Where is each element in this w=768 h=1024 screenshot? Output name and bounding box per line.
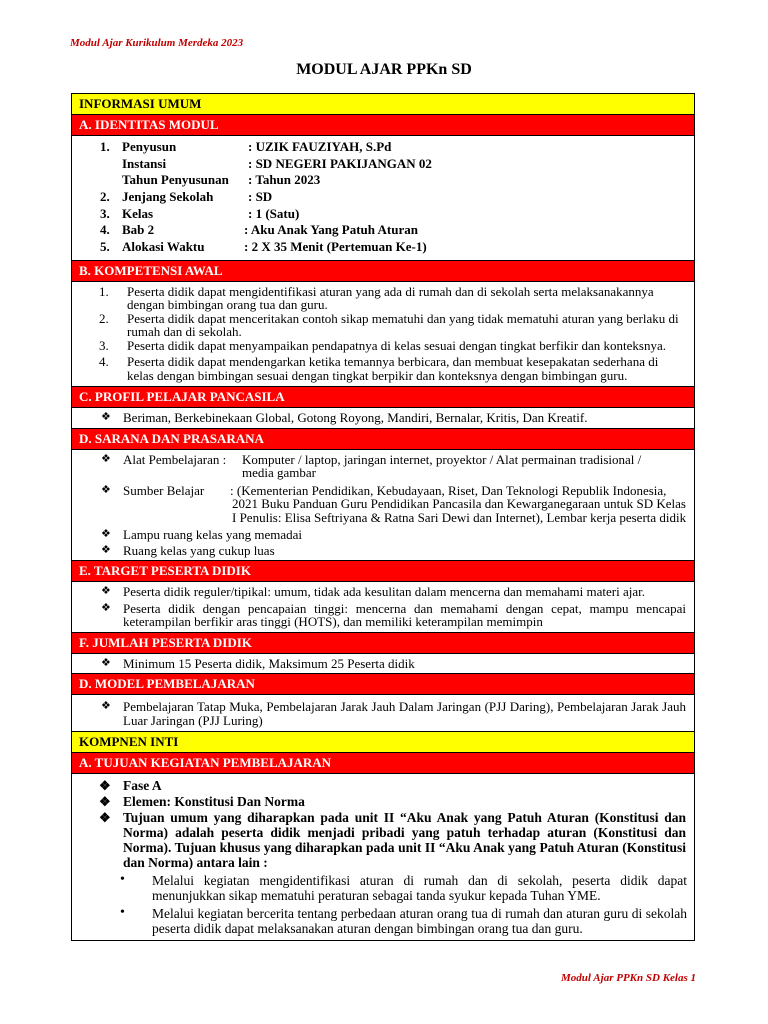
identitas-content [72, 136, 694, 261]
list-item: ❖ Fase A [99, 778, 162, 794]
list-item: 1. Peserta didik dapat mengidentifikasi aturan yang ada di rumah dan di sekolah serta melaksanakannya dengan bimbingan orang tua dan guru. [99, 283, 654, 313]
module-table [71, 93, 695, 941]
list-item: ❖ Tujuan umum yang diharapkan pada unit II “Aku Anak yang Patuh Aturan (Konstitusi dan Norma) adalah peserta didik menjadi pribadi yang patuh terhadap aturan (Konstitusi dan Norma). Tujuan khusus yang diharapkan pada unit II “Aku Anak yang Patuh Aturan (Konstitusi dan Norma) antara lain : [99, 810, 686, 871]
list-item: ❖ Beriman, Berkebinekaan Global, Gotong Royong, Mandiri, Bernalar, Kritis, Dan Kreatif. [101, 410, 588, 426]
list-item: ❖ Sumber Belajar : (Kementerian Pendidikan, Kebudayaan, Riset, Dan Teknologi Republik Indonesia, 2021 Buku Panduan Guru Pendidikan Pancasila dan Kewarganegaraan untuk SD Kelas I Penulis: Elisa Seftriyana & Ratna Sari Dewi dan Internet), Lembar kerja peserta didik [101, 482, 687, 525]
list-item: ❖ Elemen: Konstitusi Dan Norma [99, 794, 305, 810]
section-sarana-prasarana: D. SARANA DAN PRASARANA [72, 429, 694, 450]
identitas-row: 2. Jenjang Sekolah : SD [100, 189, 273, 205]
section-informasi-umum: INFORMASI UMUM [72, 94, 694, 115]
document-title: MODUL AJAR PPKn SD [296, 61, 472, 78]
jumlah-content [72, 654, 694, 675]
section-target-peserta: E. TARGET PESERTA DIDIK [72, 561, 694, 582]
section-model-pembelajaran: D. MODEL PEMBELAJARAN [72, 674, 694, 695]
target-content [72, 582, 694, 633]
profil-content [72, 408, 694, 429]
list-item: ❖ Minimum 15 Peserta didik, Maksimum 25 Peserta didik [101, 655, 415, 671]
section-identitas-modul: A. IDENTITAS MODUL [72, 115, 694, 136]
running-footer: Modul Ajar PPKn SD Kelas 1 [561, 972, 696, 984]
diamond-bullet-icon: ❖ [101, 452, 111, 465]
list-item: ❖ Alat Pembelajaran : Komputer / laptop, jaringan internet, proyektor / Alat permainan tradisional / media gambar [101, 451, 642, 481]
section-jumlah-peserta: F. JUMLAH PESERTA DIDIK [72, 633, 694, 654]
diamond-bullet-icon: ❖ [101, 700, 111, 713]
section-tujuan-kegiatan: A. TUJUAN KEGIATAN PEMBELAJARAN [72, 753, 694, 774]
section-profil-pelajar: C. PROFIL PELAJAR PANCASILA [72, 387, 694, 408]
model-content [72, 695, 694, 732]
list-item: ❖ Peserta didik dengan pencapaian tinggi: mencerna dan memahami dengan cepat, mampu mencapai keterampilan berfikir aras tinggi (HOTS), dan memiliki keterampilan memimpin [101, 600, 686, 630]
list-item: 3. Peserta didik dapat menyampaikan pendapatnya di kelas sesuai dengan tingkat berfikir dan konteksnya. [99, 337, 666, 353]
sarana-content [72, 450, 694, 562]
diamond-bullet-icon: ❖ [101, 601, 111, 614]
list-item: ❖ Pembelajaran Tatap Muka, Pembelajaran Jarak Jauh Dalam Jaringan (PJJ Daring), Pembelajaran Jarak Jauh Luar Jaringan (PJJ Luring) [101, 699, 686, 728]
diamond-bullet-icon: ❖ [99, 794, 111, 810]
running-header: Modul Ajar Kurikulum Merdeka 2023 [70, 37, 244, 49]
list-item: • Melalui kegiatan mengidentifikasi aturan di rumah dan di sekolah, peserta didik dapat menunjukkan sikap mematuhi peraturan sebagai tanda syukur kepada Tuhan YME. [120, 872, 687, 904]
section-komponen-inti: KOMPNEN INTI [72, 732, 694, 753]
identitas-row: Instansi : SD NEGERI PAKIJANGAN 02 [122, 155, 432, 171]
diamond-bullet-icon: ❖ [101, 528, 111, 541]
diamond-bullet-icon: ❖ [101, 656, 111, 669]
bullet-icon: • [120, 872, 125, 888]
diamond-bullet-icon: ❖ [99, 810, 111, 826]
diamond-bullet-icon: ❖ [101, 483, 111, 496]
list-item: ❖ Peserta didik reguler/tipikal: umum, tidak ada kesulitan dalam mencerna dan memahami materi ajar. [101, 584, 645, 600]
list-item: • Melalui kegiatan bercerita tentang perbedaan aturan orang tua di rumah dan aturan guru di sekolah peserta didik dapat melaksanakan aturan dengan bimbingan orang tua dan guru. [120, 905, 687, 937]
identitas-row: Tahun Penyusunan : Tahun 2023 [122, 172, 321, 188]
bullet-icon: • [120, 905, 125, 921]
diamond-bullet-icon: ❖ [101, 543, 111, 556]
list-item: 4. Peserta didik dapat mendengarkan ketika temannya berbicara, dan membuat kesepakatan sederhana di kelas dengan bimbingan sesuai dengan tingkat berpikir dan konteksnya dengan bimbingan guru. [99, 354, 659, 383]
diamond-bullet-icon: ❖ [99, 778, 111, 794]
list-item: ❖ Ruang kelas yang cukup luas [101, 542, 275, 558]
diamond-bullet-icon: ❖ [101, 411, 111, 424]
tujuan-content [72, 774, 694, 940]
list-item: ❖ Lampu ruang kelas yang memadai [101, 527, 303, 543]
identitas-row: 4. Bab 2 : Aku Anak Yang Patuh Aturan [100, 222, 418, 238]
identitas-row: 3. Kelas : 1 (Satu) [100, 205, 300, 221]
section-kompetensi-awal: B. KOMPETENSI AWAL [72, 261, 694, 282]
list-item: 2. Peserta didik dapat menceritakan contoh sikap mematuhi dan yang tidak mematuhi aturan yang berlaku di rumah dan di sekolah. [99, 310, 679, 340]
diamond-bullet-icon: ❖ [101, 585, 111, 598]
kompetensi-content [72, 282, 694, 388]
identitas-row: 5. Alokasi Waktu : 2 X 35 Menit (Pertemuan Ke-1) [100, 239, 427, 255]
identitas-row: 1. Penyusun : UZIK FAUZIYAH, S.Pd [100, 139, 392, 154]
